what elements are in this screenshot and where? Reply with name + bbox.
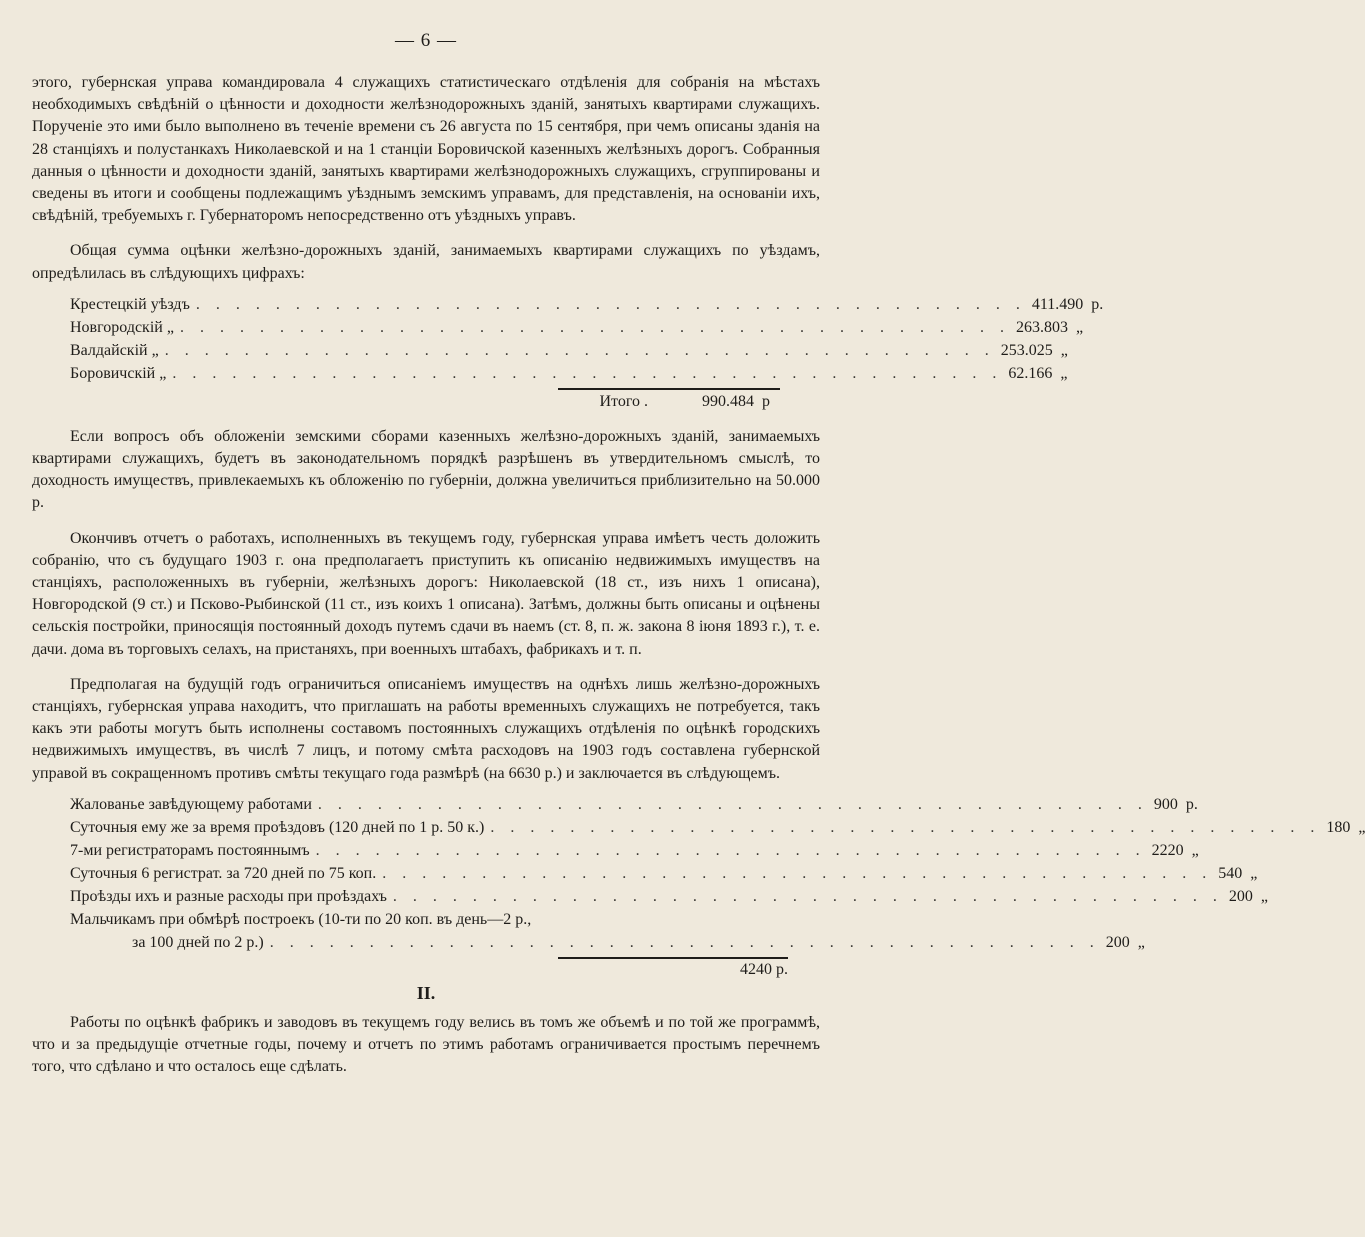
district-name: Новгородскій „	[70, 318, 174, 336]
expense-estimate-table	[70, 793, 1365, 981]
district-amount: 411.490	[1031, 295, 1084, 313]
expense-amount: 540	[1218, 864, 1243, 882]
expense-unit: „	[1260, 887, 1269, 905]
expense-name: Проѣзды ихъ и разные расходы при проѣздахъ	[70, 887, 387, 905]
district-row	[70, 362, 1068, 385]
district-total-row	[70, 390, 792, 413]
dot-leader: . . . . . . . . . . . . . . . . . . . . . . . . . . . . . . . . . . . . . . . . . .	[172, 364, 1003, 382]
expense-row	[70, 793, 1198, 816]
expense-unit: „	[1191, 841, 1199, 859]
total-label: Итого .	[599, 392, 648, 410]
paragraph-3: Если вопросъ объ обложеніи земскими сборами казенныхъ желѣзно-дорожныхъ зданій, занимаемыхъ квартирами служащихъ, будетъ въ законодательномъ порядкѣ разрѣшенъ въ утвердительномъ смыслѣ, то доходность имуществъ, привлекаемыхъ къ обложенію по губерніи, должна увеличиться приблизительно на 50.000 р.	[32, 427, 820, 512]
expense-name-continued: за 100 дней по 2 р.)	[132, 933, 264, 951]
total-divider	[558, 388, 780, 390]
dot-leader: . . . . . . . . . . . . . . . . . . . . . . . . . . . . . . . . . . . . . . . . . .	[195, 295, 1026, 313]
expense-name: Жалованье завѣдующему работами	[70, 795, 312, 813]
expense-amount: 2220	[1151, 841, 1184, 859]
expense-amount: 200	[1228, 887, 1253, 905]
district-name: Боровичскій „	[70, 364, 167, 382]
district-amount: 263.803	[1015, 318, 1068, 336]
expense-row	[70, 839, 1199, 862]
district-row	[70, 339, 1068, 362]
expense-row	[70, 885, 1269, 908]
section-heading: II.	[416, 982, 436, 1003]
paragraph-2: Общая сумма оцѣнки желѣзно-дорожныхъ зданій, занимаемыхъ квартирами служащихъ по уѣздамъ, опредѣлилась въ слѣдующихъ цифрахъ:	[32, 242, 820, 282]
dot-leader: . . . . . . . . . . . . . . . . . . . . . . . . . . . . . . . . . . . . . . . . . .	[382, 864, 1213, 882]
expense-name: Суточныя 6 регистрат. за 720 дней по 75 коп.	[70, 864, 377, 882]
district-amount: 253.025	[1000, 341, 1053, 359]
district-unit: „	[1075, 318, 1084, 336]
expense-amount: 200	[1105, 933, 1130, 951]
expense-unit: „	[1137, 933, 1145, 951]
district-name: Крестецкій уѣздъ	[70, 295, 190, 313]
expense-amount: 900	[1153, 795, 1178, 813]
expense-name: 7-ми регистраторамъ постояннымъ	[70, 841, 310, 859]
paragraph-5: Предполагая на будущій годъ ограничиться описаніемъ имуществъ на однѣхъ лишь желѣзно-дорожныхъ станціяхъ, губернская управа находитъ, что приглашать на работы временныхъ служащихъ не потребуется, такъ какъ эти работы могутъ быть исполнены составомъ постоянныхъ служащихъ отдѣленія по оцѣнкѣ городскихъ недвижимыхъ имуществъ, въ числѣ 7 лицъ, и потому смѣта расходовъ на 1903 годъ составлена губернской управой въ сокращенномъ противъ смѣты текущаго года размѣрѣ (на 6630 р.) и заключается въ слѣдующемъ.	[32, 675, 820, 782]
dot-leader: . . . . . . . . . . . . . . . . . . . . . . . . . . . . . . . . . . . . . . . . . .	[179, 318, 1010, 336]
expense-row	[70, 931, 1145, 954]
total-unit: р	[762, 392, 770, 410]
page-number: — 6 —	[395, 30, 457, 51]
expense-row	[70, 862, 1258, 885]
district-row	[70, 293, 1104, 316]
dot-leader: . . . . . . . . . . . . . . . . . . . . . . . . . . . . . . . . . . . . . . . . . .	[490, 818, 1321, 836]
district-unit: „	[1060, 364, 1068, 382]
paragraph-6: Работы по оцѣнкѣ фабрикъ и заводовъ въ текущемъ году велись въ томъ же объемѣ и по той же программѣ, что и за предыдущіе отчетные годы, почему и отчетъ по этимъ работамъ ограничивается простымъ перечнемъ того, что сдѣлано и что осталось еще сдѣлать.	[32, 1013, 820, 1076]
expense-unit: р.	[1185, 795, 1198, 813]
dot-leader: . . . . . . . . . . . . . . . . . . . . . . . . . . . . . . . . . . . . . . . . . .	[315, 841, 1146, 859]
expense-row	[70, 816, 1365, 839]
dot-leader: . . . . . . . . . . . . . . . . . . . . . . . . . . . . . . . . . . . . . . . . . .	[164, 341, 995, 359]
expense-unit: „	[1250, 864, 1258, 882]
dot-leader: . . . . . . . . . . . . . . . . . . . . . . . . . . . . . . . . . . . . . . . . . .	[392, 887, 1223, 905]
district-unit: „	[1060, 341, 1068, 359]
expense-row-first-line	[70, 908, 792, 931]
paragraph-1: этого, губернская управа командировала 4 служащихъ статистическаго отдѣленія для собранія на мѣстахъ необходимыхъ свѣдѣній о цѣнности и доходности желѣзнодорожныхъ зданій, занятыхъ квартирами служащихъ. Порученіе это ими было выполнено въ теченіе времени съ 26 августа по 15 сентября, при чемъ описаны зданія на 28 станціяхъ и полустанкахъ Николаевской и на 1 станціи Боровичской казенныхъ желѣзныхъ дорогъ. Собранныя данныя о цѣнности и доходности зданій, занятыхъ квартирами желѣзнодорожныхъ служащихъ, сгруппированы и сведены въ итоги и сообщены подлежащимъ уѣзднымъ земскимъ управамъ, для представленія, на основаніи ихъ, свѣдѣній, требуемыхъ г. Губернаторомъ непосредственно отъ уѣздныхъ управъ.	[32, 74, 820, 225]
expense-amount: 180	[1326, 818, 1351, 836]
district-name: Валдайскій „	[70, 341, 159, 359]
district-row	[70, 316, 1084, 339]
expense-unit: „	[1358, 818, 1365, 836]
dot-leader: . . . . . . . . . . . . . . . . . . . . . . . . . . . . . . . . . . . . . . . . . .	[269, 933, 1100, 951]
expense-total: 4240 р.	[740, 960, 788, 978]
total-amount: 990.484	[702, 392, 754, 410]
dot-leader: . . . . . . . . . . . . . . . . . . . . . . . . . . . . . . . . . . . . . . . . . .	[317, 795, 1148, 813]
district-amount: 62.166	[1008, 364, 1053, 382]
expense-name: Суточныя ему же за время проѣздовъ (120 дней по 1 р. 50 к.)	[70, 818, 485, 836]
expense-name: Мальчикамъ при обмѣрѣ построекъ (10-ти по 20 коп. въ день—2 р.,	[70, 910, 532, 928]
district-unit: р.	[1091, 295, 1104, 313]
district-valuation-table	[70, 293, 1104, 413]
paragraph-4: Окончивъ отчетъ о работахъ, исполненныхъ въ текущемъ году, губернская управа имѣетъ честь доложить собранію, что съ будущаго 1903 г. она предполагаетъ приступить къ описанію недвижимыхъ имуществъ на станціяхъ, расположенныхъ въ губерніи, желѣзныхъ дорогъ: Николаевской (18 ст., изъ нихъ 1 описана), Новгородской (9 ст.) и Псково-Рыбинской (11 ст., изъ коихъ 1 описана). Затѣмъ, должны быть описаны и оцѣнены сельскія постройки, приносящія постоянный доходъ путемъ сдачи въ наемъ (ст. 8, п. ж. закона 8 іюня 1893 г.), т. е. дачи. дома въ торговыхъ селахъ, на пристаняхъ, при военныхъ штабахъ, фабрикахъ и т. п.	[32, 529, 820, 658]
expense-total-divider	[558, 957, 788, 959]
